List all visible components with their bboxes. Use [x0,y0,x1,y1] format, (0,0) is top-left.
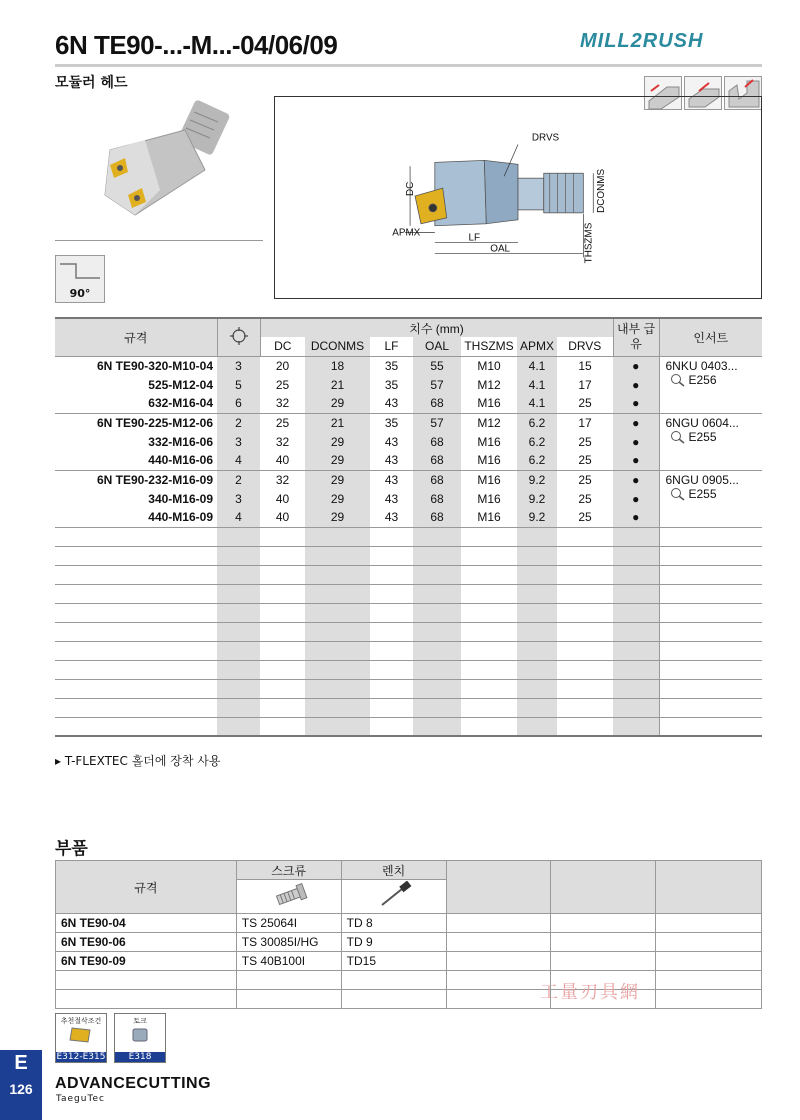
dim-value: 43 [384,453,399,468]
col-insert: 인서트 [659,318,762,356]
dim-value: M16 [477,491,501,506]
table-row [55,508,762,527]
flute-count: 5 [217,375,260,394]
insert-link[interactable] [670,430,763,444]
dim-value: 4.1 [517,394,557,413]
dim-value: 29 [305,470,370,489]
dim-value: 20 [275,358,290,373]
dim-value: M16 [477,510,501,525]
dim-value: 15 [578,358,592,373]
title-divider [55,64,762,67]
insert-name: 6NGU 0604... [665,415,739,430]
spec-code: 6N TE90-232-M16-09 [96,472,213,487]
footer-company: TaeguTec [56,1094,105,1104]
dim-value: 55 [413,356,461,375]
dim-value: 43 [384,434,399,449]
spec-code: 6N TE90-225-M12-06 [96,415,213,430]
dim-value: 25 [275,377,290,392]
dim-value: 29 [305,451,370,470]
dim-value: 25 [578,453,592,468]
dim-value: 25 [578,491,592,506]
dim-value: 35 [384,377,399,392]
insert-cell [659,470,762,527]
coolant-mark: ● [613,394,659,413]
parts-row-empty [56,971,762,990]
ref-cutting-conditions[interactable] [55,1013,107,1063]
spec-code: 332-M16-06 [148,434,213,449]
insert-cell [659,413,762,470]
dim-value: 40 [275,491,290,506]
dim-value: 29 [305,489,370,508]
ref-cutting-conditions-pages: E312-E315 [56,1052,106,1062]
angle-icon [56,256,104,286]
photo-divider [55,240,263,241]
wrench-value: TD 8 [341,914,446,933]
hdr-apmx: APMX [517,337,557,356]
dim-value: 17 [578,377,592,392]
col-coolant: 내부 급유 [613,318,659,356]
dim-value: 43 [384,510,399,525]
table-row [55,413,762,432]
parts-code: 6N TE90-04 [56,914,237,933]
dim-value: 40 [275,453,290,468]
flute-count-icon [230,327,248,345]
parts-row-empty [56,990,762,1009]
flute-count: 4 [217,451,260,470]
table-row [55,394,762,413]
coolant-mark: ● [613,508,659,527]
table-row-empty [55,622,762,641]
table-row-empty [55,717,762,736]
torque-icon [125,1026,155,1044]
parts-col-wrench: 렌치 [341,861,446,880]
label-apmx: APMX [392,227,421,239]
table-row [55,356,762,375]
page-title: 6N TE90-...-M...-04/06/09 [55,30,338,60]
coolant-mark: ● [613,356,659,375]
mounting-note: ▸ T-FLEXTEC 홀더에 장착 사용 [55,754,221,768]
dim-value: M16 [477,453,501,468]
dim-value: 18 [305,356,370,375]
dim-value: M16 [477,434,501,449]
dim-value: 57 [413,413,461,432]
dim-value: 6.2 [517,451,557,470]
dim-value: 4.1 [517,356,557,375]
spec-code: 525-M12-04 [148,377,213,392]
parts-code: 6N TE90-09 [56,952,237,971]
dim-value: 6.2 [517,432,557,451]
dim-value: 25 [578,472,592,487]
screw-icon [236,880,341,914]
dim-value: 21 [305,413,370,432]
flute-count: 3 [217,432,260,451]
flute-count: 6 [217,394,260,413]
col-flutes [217,318,260,356]
product-photo [90,100,240,225]
dim-value: 9.2 [517,470,557,489]
dim-value: 32 [275,396,290,411]
subtitle: 모듈러 헤드 [55,75,128,91]
dim-value: 21 [305,375,370,394]
insert-page: E256 [688,372,717,387]
dim-value: 43 [384,491,399,506]
ref-torque[interactable] [114,1013,166,1063]
ref-cutting-conditions-label: 추천절삭조건 [60,1017,102,1025]
dim-value: 68 [413,489,461,508]
dim-value: 25 [578,510,592,525]
insert-name: 6NKU 0403... [665,358,738,373]
brand-logo: MILL2RUSH [580,30,704,52]
parts-body [56,914,762,1009]
coolant-mark: ● [613,451,659,470]
table-row-empty [55,565,762,584]
spec-table [55,317,762,737]
wrench-value: TD 9 [341,933,446,952]
coolant-mark: ● [613,413,659,432]
parts-row [56,933,762,952]
dim-value: 25 [275,415,290,430]
spec-body [55,356,762,736]
parts-code: 6N TE90-06 [56,933,237,952]
table-row-empty [55,546,762,565]
section-tab [0,1050,42,1120]
dim-value: 29 [305,394,370,413]
spec-code: 6N TE90-320-M10-04 [96,358,213,373]
parts-title: 부품 [55,839,88,859]
mounting-note-text: T-FLEXTEC 홀더에 장착 사용 [64,754,221,768]
dim-value: 6.2 [517,413,557,432]
label-drvs: DRVS [531,132,560,144]
dim-value: 68 [413,394,461,413]
ref-torque-pages: E318 [115,1052,165,1062]
insert-cell [659,356,762,413]
flute-count: 3 [217,489,260,508]
parts-table [55,860,762,1009]
col-spec: 규격 [55,318,217,356]
hdr-oal: OAL [413,337,461,356]
screw-value: TS 25064I [236,914,341,933]
dim-value: 68 [413,508,461,527]
insert-icon [66,1026,96,1044]
table-row-empty [55,603,762,622]
spec-code: 440-M16-06 [148,453,213,468]
wrench-icon [341,880,446,914]
dim-value: 68 [413,432,461,451]
dim-value: 43 [384,472,399,487]
angle-indicator [55,255,105,303]
dim-value: M12 [477,377,501,392]
dim-value: 57 [413,375,461,394]
dim-value: 43 [384,396,399,411]
table-row [55,451,762,470]
dim-value: 40 [275,510,290,525]
dim-value: 29 [305,508,370,527]
dim-value: 35 [384,358,399,373]
table-row-empty [55,698,762,717]
flute-count: 4 [217,508,260,527]
parts-row [56,914,762,933]
table-row-empty [55,660,762,679]
insert-page: E255 [688,429,717,444]
parts-col-empty [551,861,656,914]
flute-count: 2 [217,413,260,432]
table-row-empty [55,679,762,698]
label-thszms: THSZMS [583,222,595,264]
hdr-drvs: DRVS [557,337,613,356]
label-dc: DC [405,181,417,197]
table-row-empty [55,527,762,546]
footer-brand: ADVANCECUTTING [55,1075,212,1092]
dim-value: 32 [275,434,290,449]
watermark: 工量刃具網 [540,982,640,1003]
spec-code: 632-M16-04 [148,396,213,411]
spec-code: 340-M16-09 [148,491,213,506]
magnifier-icon [670,430,686,444]
coolant-mark: ● [613,375,659,394]
insert-name: 6NGU 0905... [665,472,739,487]
parts-col-empty [446,861,551,914]
page-number: 126 [9,1081,33,1097]
parts-col-spec: 규격 [56,861,237,914]
label-lf: LF [468,232,481,244]
parts-col-screw: 스크류 [236,861,341,880]
dim-value: 68 [413,451,461,470]
hdr-thszms: THSZMS [461,337,517,356]
parts-row [56,952,762,971]
ref-torque-label: 토크 [133,1017,147,1025]
flute-count: 3 [217,356,260,375]
dim-value: 17 [578,415,592,430]
dim-value: 9.2 [517,508,557,527]
table-row [55,489,762,508]
col-dimensions: 치수 (mm) [260,318,613,337]
table-row [55,432,762,451]
technical-drawing [274,96,762,299]
coolant-mark: ● [613,470,659,489]
dim-value: M16 [477,472,501,487]
dim-value: M10 [477,358,501,373]
magnifier-icon [670,373,686,387]
insert-page: E255 [688,486,717,501]
table-row [55,375,762,394]
dim-value: 29 [305,432,370,451]
dim-value: M16 [477,396,501,411]
magnifier-icon [670,487,686,501]
screw-value: TS 30085I/HG [236,933,341,952]
parts-col-empty [656,861,762,914]
spec-code: 440-M16-09 [148,510,213,525]
screw-value: TS 40B100I [236,952,341,971]
dim-value: 25 [578,396,592,411]
section-letter: E [14,1052,28,1074]
dim-value: 35 [384,415,399,430]
hdr-dconms: DCONMS [305,337,370,356]
coolant-mark: ● [613,489,659,508]
wrench-value: TD15 [341,952,446,971]
coolant-mark: ● [613,432,659,451]
insert-link[interactable] [670,373,763,387]
label-dconms: DCONMS [596,168,608,213]
angle-label: 90° [69,287,91,300]
dim-value: 32 [275,472,290,487]
flute-count: 2 [217,470,260,489]
insert-link[interactable] [670,487,763,501]
table-row-empty [55,584,762,603]
table-row-empty [55,641,762,660]
dim-value: 25 [578,434,592,449]
hdr-dc: DC [260,337,305,356]
hdr-lf: LF [370,337,413,356]
table-row [55,470,762,489]
dim-value: 68 [413,470,461,489]
dim-value: 9.2 [517,489,557,508]
dim-value: 4.1 [517,375,557,394]
label-oal: OAL [490,243,511,255]
dim-value: M12 [477,415,501,430]
